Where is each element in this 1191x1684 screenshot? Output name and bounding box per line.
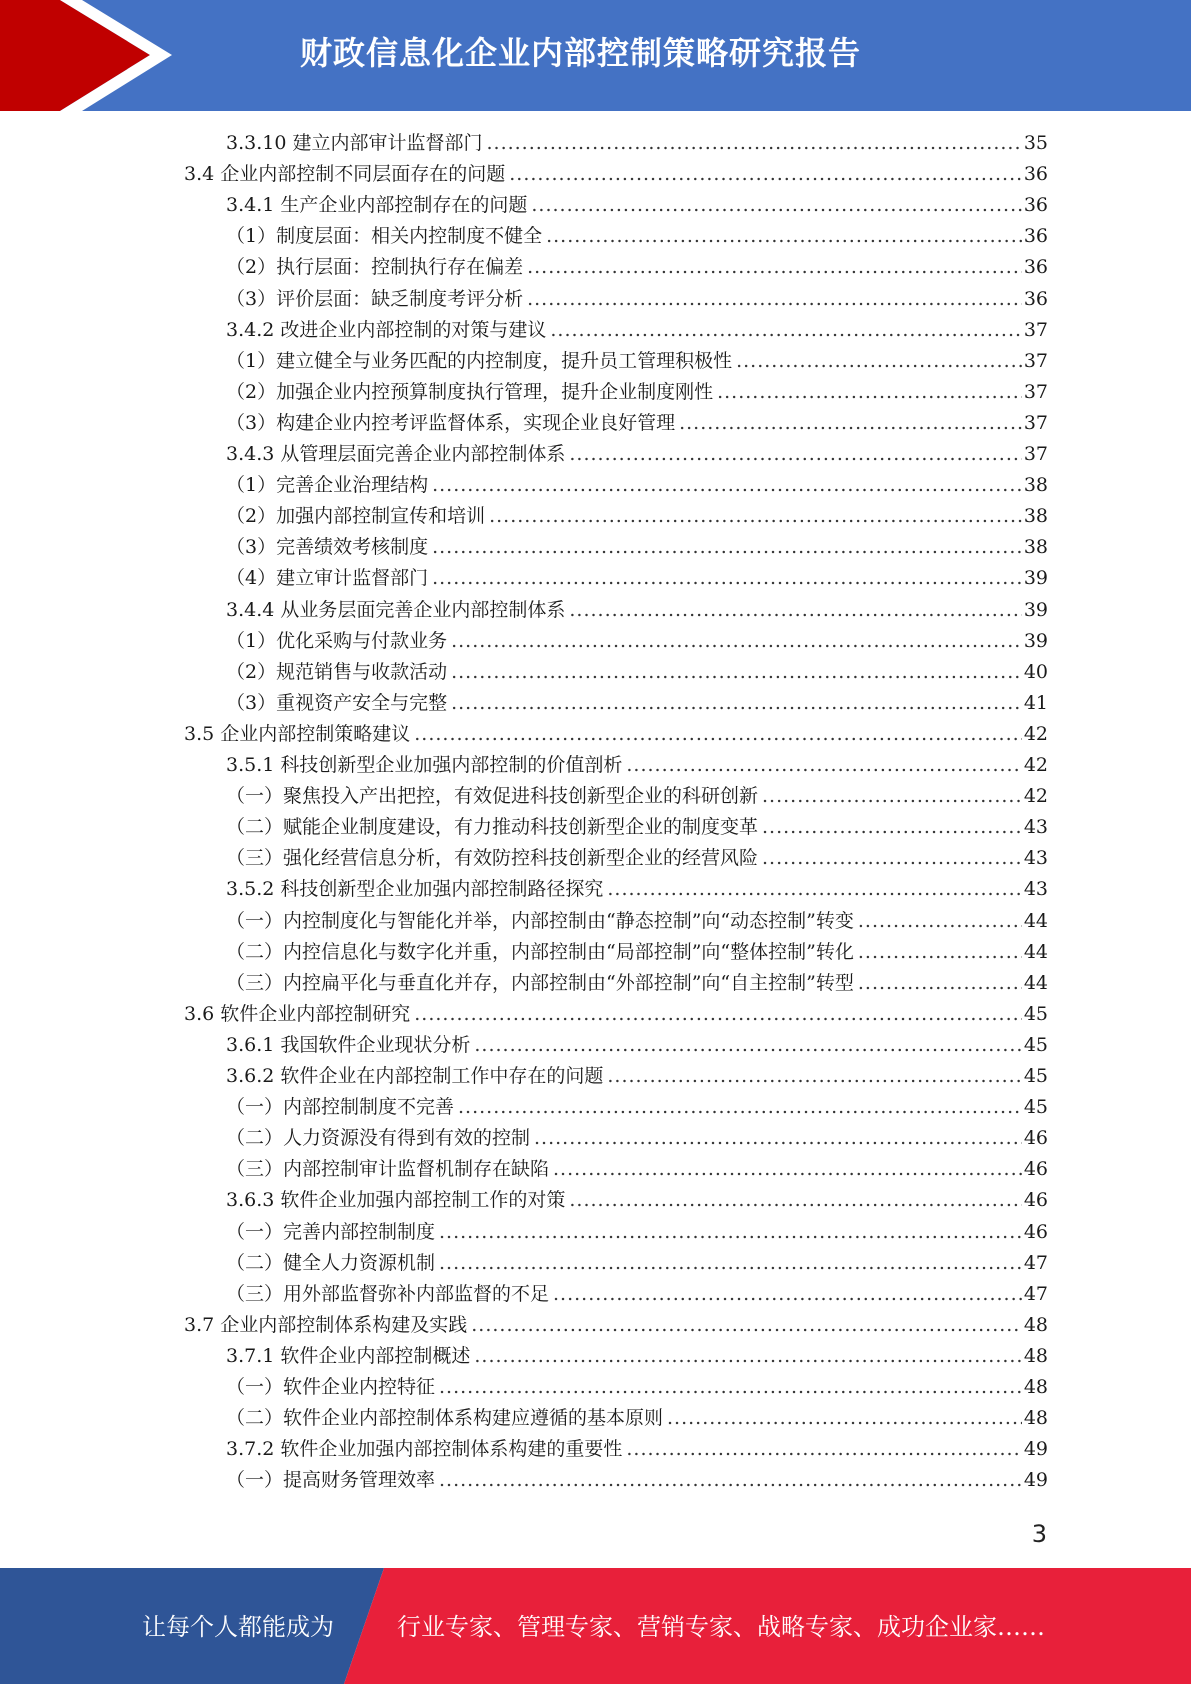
toc-entry-title: （2）加强内部控制宣传和培训 [226, 505, 486, 528]
toc-entry-page: 48 [1023, 1344, 1048, 1367]
toc-entry-title: （二）人力资源没有得到有效的控制 [226, 1127, 531, 1150]
toc-entry[interactable] [226, 843, 1048, 874]
toc-entry-page: 48 [1023, 1407, 1048, 1430]
toc-entry-title: （1）制度层面：相关内控制度不健全 [226, 225, 543, 248]
toc-entry-page: 38 [1023, 536, 1048, 559]
toc-entry-title: （一）完善内部控制制度 [226, 1220, 436, 1243]
toc-entry[interactable] [226, 284, 1048, 315]
toc-entry-title: （4）建立审计监督部门 [226, 567, 429, 590]
toc-entry-title: 3.6.1 我国软件企业现状分析 [226, 1033, 471, 1056]
toc-dot-leader [414, 719, 1022, 750]
toc-entry-page: 49 [1023, 1438, 1048, 1461]
document-title: 财政信息化企业内部控制策略研究报告 [300, 34, 862, 72]
toc-dot-leader [553, 1279, 1022, 1310]
toc-entry-title: （2）执行层面：控制执行存在偏差 [226, 256, 524, 279]
toc-entry[interactable] [226, 1403, 1048, 1434]
toc-entry[interactable] [226, 1465, 1048, 1496]
toc-dot-leader [569, 595, 1021, 626]
toc-entry[interactable] [226, 1434, 1048, 1465]
toc-dot-leader [451, 626, 1022, 657]
toc-entry[interactable] [226, 781, 1048, 812]
toc-entry-title: （二）赋能企业制度建设，有力推动科技创新型企业的制度变革 [226, 816, 759, 839]
toc-dot-leader [471, 1310, 1022, 1341]
toc-dot-leader [474, 1341, 1021, 1372]
toc-entry-page: 42 [1023, 754, 1048, 776]
toc-entry[interactable] [226, 252, 1048, 283]
toc-entry-page: 36 [1023, 194, 1048, 217]
toc-entry-title: 3.4.1 生产企业内部控制存在的问题 [226, 194, 528, 217]
toc-dot-leader [439, 1217, 1022, 1248]
toc-entry[interactable] [226, 1154, 1048, 1185]
toc-entry[interactable] [184, 1310, 1048, 1341]
toc-entry-page: 44 [1023, 940, 1048, 963]
toc-dot-leader [439, 1465, 1022, 1496]
toc-entry-title: 3.4.3 从管理层面完善企业内部控制体系 [226, 443, 566, 465]
toc-dot-leader [458, 1092, 1022, 1123]
toc-dot-leader [509, 159, 1022, 190]
toc-entry-title: 3.5.1 科技创新型企业加强内部控制的价值剖析 [226, 754, 623, 776]
toc-entry-title: （三）用外部监督弥补内部监督的不足 [226, 1282, 550, 1305]
toc-entry-page: 49 [1023, 1469, 1048, 1492]
toc-dot-leader [717, 377, 1022, 408]
toc-dot-leader [486, 128, 1021, 159]
toc-dot-leader [432, 532, 1022, 563]
toc-dot-leader [432, 563, 1022, 594]
toc-entry-title: 3.4.4 从业务层面完善企业内部控制体系 [226, 598, 566, 621]
toc-entry[interactable] [226, 1279, 1048, 1310]
toc-entry-title: （3）评价层面：缺乏制度考评分析 [226, 287, 524, 310]
toc-entry-title: （一）内控制度化与智能化并举，内部控制由“静态控制”向“动态控制”转变 [226, 909, 854, 932]
toc-entry-title: 3.4.2 改进企业内部控制的对策与建议 [226, 318, 547, 341]
toc-dot-leader [569, 1185, 1021, 1216]
toc-entry-page: 39 [1023, 567, 1048, 590]
toc-entry-title: （一）软件企业内控特征 [226, 1376, 436, 1398]
toc-entry-title: （一）提高财务管理效率 [226, 1469, 436, 1492]
toc-entry-page: 45 [1023, 1096, 1048, 1119]
toc-entry-title: 3.5 企业内部控制策略建议 [184, 722, 411, 745]
toc-entry[interactable] [226, 439, 1048, 470]
toc-entry-title: （1）优化采购与付款业务 [226, 629, 448, 652]
toc-dot-leader [414, 999, 1022, 1030]
toc-entry-page: 45 [1023, 1033, 1048, 1056]
toc-entry-title: （1）建立健全与业务匹配的内控制度，提升员工管理积极性 [226, 349, 733, 372]
toc-entry[interactable] [226, 657, 1048, 688]
toc-entry[interactable] [226, 750, 1048, 781]
toc-dot-leader [762, 781, 1022, 812]
toc-dot-leader [626, 750, 1021, 781]
page-footer [0, 1568, 1191, 1684]
toc-entry[interactable] [226, 346, 1048, 377]
toc-entry[interactable] [226, 1185, 1048, 1216]
toc-entry-page: 36 [1023, 287, 1048, 310]
toc-entry-page: 36 [1023, 163, 1048, 186]
toc-dot-leader [762, 843, 1022, 874]
toc-entry-page: 45 [1023, 1002, 1048, 1025]
toc-dot-leader [762, 812, 1022, 843]
toc-dot-leader [607, 1061, 1021, 1092]
toc-dot-leader [858, 968, 1022, 999]
toc-entry-page: 46 [1023, 1158, 1048, 1181]
toc-entry[interactable] [226, 128, 1048, 159]
toc-dot-leader [451, 688, 1022, 719]
toc-entry-title: （2）加强企业内控预算制度执行管理，提升企业制度刚性 [226, 380, 714, 403]
toc-entry-page: 45 [1023, 1065, 1048, 1087]
toc-entry-page: 38 [1023, 474, 1048, 497]
toc-dot-leader [553, 1154, 1022, 1185]
toc-dot-leader [626, 1434, 1021, 1465]
toc-entry-title: （3）完善绩效考核制度 [226, 536, 429, 559]
toc-entry-title: （三）内部控制审计监督机制存在缺陷 [226, 1158, 550, 1181]
toc-dot-leader [489, 501, 1022, 532]
toc-entry[interactable] [226, 906, 1048, 937]
toc-entry-title: （3）构建企业内控考评监督体系，实现企业良好管理 [226, 411, 676, 434]
toc-entry[interactable] [226, 315, 1048, 346]
toc-entry[interactable] [226, 812, 1048, 843]
toc-entry[interactable] [226, 1123, 1048, 1154]
page-number: 3 [1031, 1520, 1047, 1548]
page-header [0, 0, 1191, 111]
toc-dot-leader [858, 906, 1022, 937]
toc-entry-title: （二）内控信息化与数字化并重，内部控制由“局部控制”向“整体控制”转化 [226, 940, 854, 963]
toc-entry-title: （一）内部控制制度不完善 [226, 1096, 455, 1119]
toc-entry-page: 44 [1023, 971, 1048, 994]
toc-entry[interactable] [226, 1372, 1048, 1403]
toc-entry-page: 48 [1023, 1313, 1048, 1336]
toc-entry-page: 40 [1023, 660, 1048, 683]
toc-entry-page: 41 [1023, 691, 1048, 714]
toc-entry-title: （1）完善企业治理结构 [226, 474, 429, 497]
footer-slogan-left: 让每个人都能成为 [142, 1613, 334, 1641]
toc-entry-page: 42 [1023, 722, 1048, 745]
toc-dot-leader [550, 315, 1021, 346]
toc-entry-title: 3.5.2 科技创新型企业加强内部控制路径探究 [226, 878, 604, 901]
toc-entry-title: 3.6.3 软件企业加强内部控制工作的对策 [226, 1189, 566, 1212]
toc-dot-leader [679, 408, 1022, 439]
toc-entry-title: （3）重视资产安全与完整 [226, 691, 448, 714]
toc-entry-title: 3.7.1 软件企业内部控制概述 [226, 1344, 471, 1367]
toc-entry[interactable] [184, 999, 1048, 1030]
toc-entry-page: 36 [1023, 225, 1048, 248]
toc-dot-leader [546, 221, 1022, 252]
toc-entry-page: 44 [1023, 909, 1048, 932]
toc-entry[interactable] [226, 1030, 1048, 1061]
toc-entry[interactable] [226, 1092, 1048, 1123]
toc-entry-page: 37 [1023, 380, 1048, 403]
toc-entry[interactable] [226, 1341, 1048, 1372]
toc-entry-page: 47 [1023, 1251, 1048, 1274]
toc-entry-title: （一）聚焦投入产出把控，有效促进科技创新型企业的科研创新 [226, 785, 759, 808]
toc-entry-title: （二）健全人力资源机制 [226, 1251, 436, 1274]
toc-entry-page: 37 [1023, 349, 1048, 372]
toc-entry-page: 43 [1023, 878, 1048, 901]
footer-slogan-right: 行业专家、管理专家、营销专家、战略专家、成功企业家…… [397, 1613, 1045, 1641]
toc-entry[interactable] [226, 595, 1048, 626]
toc-entry-page: 46 [1023, 1189, 1048, 1212]
toc-entry[interactable] [226, 377, 1048, 408]
toc-entry-page: 37 [1023, 318, 1048, 341]
toc-entry[interactable] [226, 221, 1048, 252]
toc-entry[interactable] [226, 1217, 1048, 1248]
toc-entry-page: 37 [1023, 443, 1048, 465]
toc-entry[interactable] [226, 937, 1048, 968]
toc-entry[interactable] [184, 159, 1048, 190]
toc-entry[interactable] [184, 719, 1048, 750]
toc-entry[interactable] [226, 501, 1048, 532]
toc-entry[interactable] [226, 190, 1048, 221]
toc-dot-leader [531, 190, 1021, 221]
toc-dot-leader [667, 1403, 1022, 1434]
toc-entry-title: 3.3.10 建立内部审计监督部门 [226, 132, 483, 154]
toc-entry-title: 3.4 企业内部控制不同层面存在的问题 [184, 163, 506, 186]
toc-entry[interactable] [226, 470, 1048, 501]
toc-entry-title: （三）内控扁平化与垂直化并存，内部控制由“外部控制”向“自主控制”转型 [226, 971, 854, 994]
toc-entry-page: 48 [1023, 1376, 1048, 1398]
toc-entry-title: 3.6 软件企业内部控制研究 [184, 1002, 411, 1025]
toc-entry[interactable] [226, 626, 1048, 657]
toc-dot-leader [527, 252, 1022, 283]
toc-entry-page: 42 [1023, 785, 1048, 808]
toc-entry-page: 46 [1023, 1220, 1048, 1243]
toc-entry-title: （三）强化经营信息分析，有效防控科技创新型企业的经营风险 [226, 847, 759, 870]
toc-dot-leader [569, 439, 1021, 470]
toc-entry-page: 46 [1023, 1127, 1048, 1150]
toc-entry-page: 39 [1023, 629, 1048, 652]
toc-dot-leader [439, 1248, 1022, 1279]
toc-entry-title: 3.7 企业内部控制体系构建及实践 [184, 1313, 468, 1336]
toc-dot-leader [439, 1372, 1022, 1403]
toc-entry-page: 38 [1023, 505, 1048, 528]
toc-entry[interactable] [226, 532, 1048, 563]
toc-entry[interactable] [226, 874, 1048, 905]
toc-entry-page: 47 [1023, 1282, 1048, 1305]
toc-entry-page: 37 [1023, 411, 1048, 434]
toc-entry[interactable] [226, 688, 1048, 719]
toc-dot-leader [432, 470, 1022, 501]
toc-dot-leader [451, 657, 1022, 688]
toc-entry-page: 43 [1023, 847, 1048, 870]
toc-entry[interactable] [226, 968, 1048, 999]
toc-entry-page: 43 [1023, 816, 1048, 839]
toc-entry-page: 35 [1023, 132, 1048, 154]
toc-entry-title: （二）软件企业内部控制体系构建应遵循的基本原则 [226, 1407, 664, 1430]
toc-entry-title: （2）规范销售与收款活动 [226, 660, 448, 683]
toc-dot-leader [474, 1030, 1021, 1061]
toc-dot-leader [534, 1123, 1022, 1154]
toc-entry-title: 3.7.2 软件企业加强内部控制体系构建的重要性 [226, 1438, 623, 1461]
toc-entry-page: 36 [1023, 256, 1048, 279]
toc-entry[interactable] [226, 1248, 1048, 1279]
toc-entry[interactable] [226, 563, 1048, 594]
toc-entry[interactable] [226, 408, 1048, 439]
toc-entry-page: 39 [1023, 598, 1048, 621]
toc-dot-leader [736, 346, 1022, 377]
toc-dot-leader [607, 874, 1021, 905]
toc-entry[interactable] [226, 1061, 1048, 1092]
toc-entry-title: 3.6.2 软件企业在内部控制工作中存在的问题 [226, 1065, 604, 1087]
toc-dot-leader [858, 937, 1022, 968]
toc-dot-leader [527, 284, 1022, 315]
